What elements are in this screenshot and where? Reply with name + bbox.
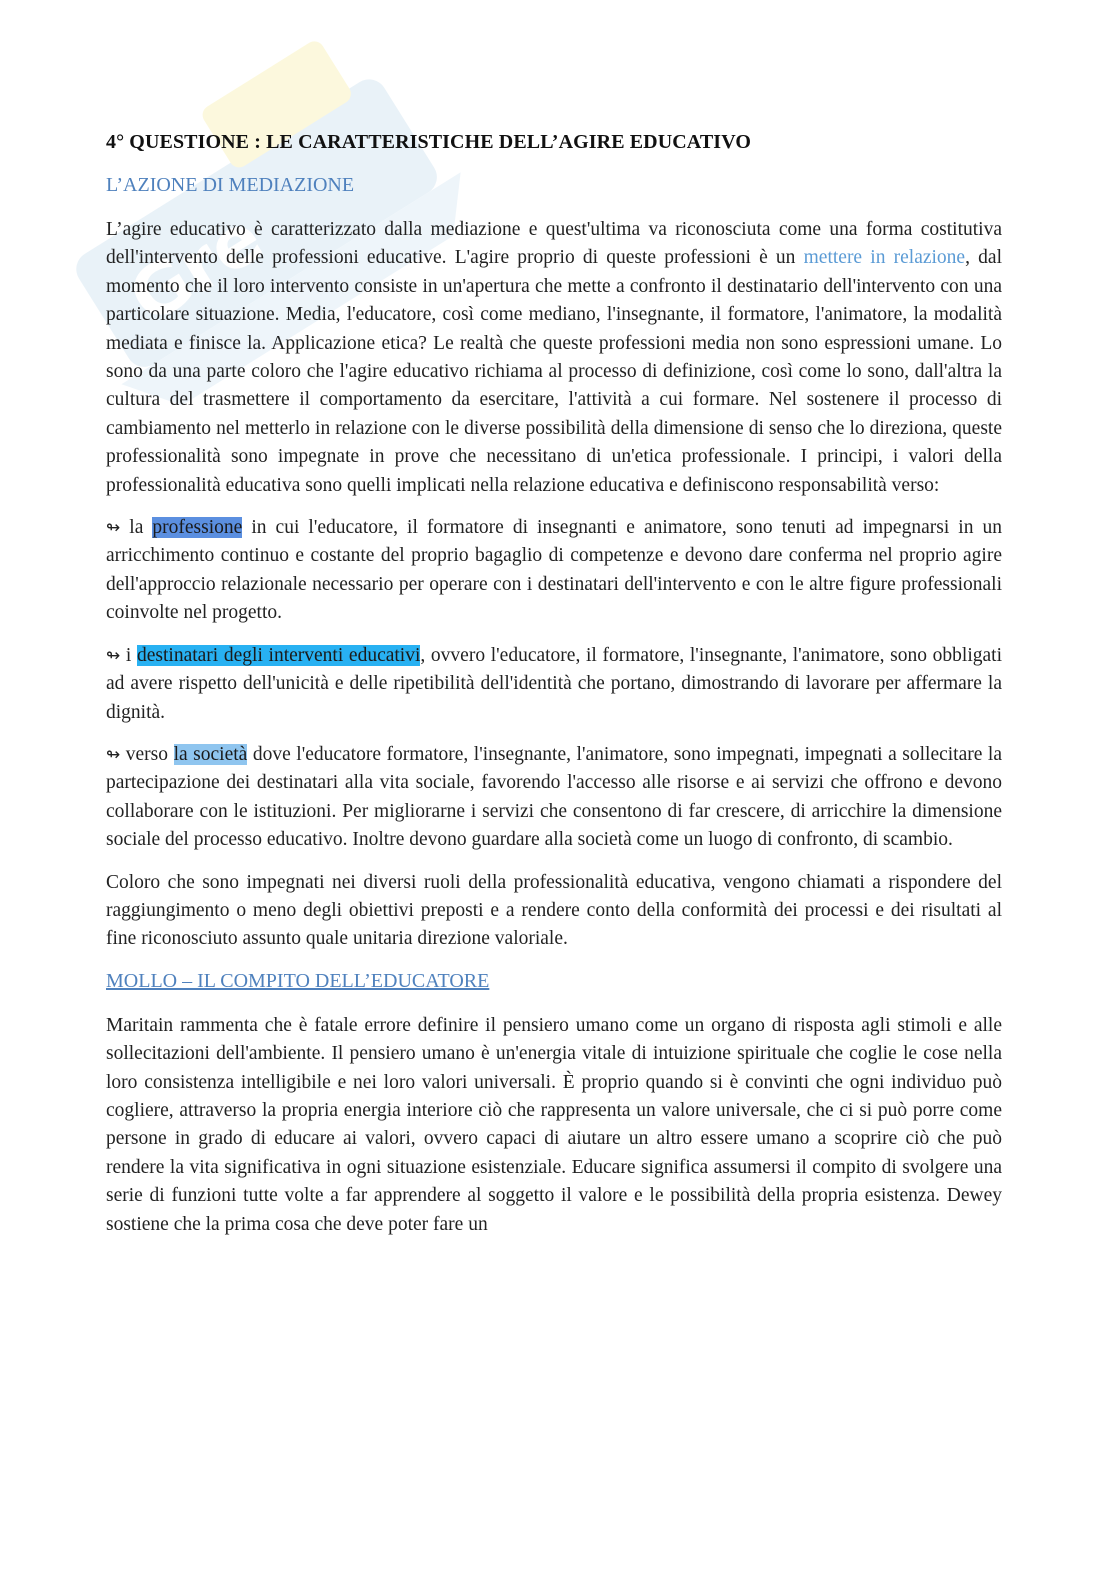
highlight-professione: professione (152, 517, 243, 539)
section-heading-mollo[interactable]: MOLLO – IL COMPITO DELL’EDUCATORE (106, 969, 490, 992)
highlight-societa: la società (173, 743, 248, 765)
paragraph-text: L’agire educativo è caratterizzato dalla mediazione e quest'ultima va riconosciuta come una forma costitutiva dell'intervento delle professioni educative. L'agire proprio di queste professioni è un (106, 219, 1002, 269)
highlight-destinatari: destinatari degli interventi educativi (137, 644, 421, 666)
curly-arrow-icon: ↬ (106, 518, 121, 539)
bullet-text: , ovvero l'educatore, il formatore, l'insegnante, l'animatore, sono obbligati ad avere rispetto dell'unicità e delle ripetibilità dell'identità che portano, dimostrando di lavorare per affermare la dignità. (106, 644, 1003, 723)
bullet-item-destinatari (106, 642, 1002, 727)
bullet-text: dove l'educatore formatore, l'insegnante, l'animatore, sono impegnati, impegnati a sollecitare la partecipazione dei destinatari alla vita sociale, favorendo l'accesso alle risorse e ai servizi che offrono e devono collaborare con le istituzioni. Per migliorarne i servizi che consentono di far crescere, di arricchire la dimensione sociale del processo educativo. Inoltre devono guardare alla società come un luogo di confronto, di scambio. (106, 743, 1003, 851)
bullet-item-societa (106, 741, 1002, 855)
bullet-text: i (120, 644, 137, 666)
page-title: 4° QUESTIONE : LE CARATTERISTICHE DELL’AGIRE EDUCATIVO (106, 131, 751, 153)
bullet-text: verso (120, 743, 174, 765)
paragraph-responsabilita: Coloro che sono impegnati nei diversi ruoli della professionalità educativa, vengono chiamati a rispondere del raggiungimento o meno degli obiettivi preposti e a rendere conto della conformità dei processi e dei risultati al fine riconosciuto assunto quale unitaria direzione valoriale. (106, 871, 1002, 950)
curly-arrow-icon: ↬ (106, 744, 121, 765)
inline-link-mettere-in-relazione[interactable]: mettere in relazione (803, 247, 966, 269)
bullet-text: la (120, 517, 153, 539)
bullet-text: in cui l'educatore, il formatore di insegnanti e animatore, sono tenuti ad impegnarsi in un arricchimento continuo e costante del proprio bagaglio di competenze e devono dare conferma nel proprio agire dell'approccio relazionale necessario per operare con i destinatari dell'intervento e con le altre figure professionali coinvolte nel progetto. (106, 517, 1002, 624)
document-page (106, 128, 1002, 1253)
paragraph-text: , dal momento che il loro intervento consiste in un'apertura che mette a confronto il destinatario dell'intervento con una particolare situazione. Media, l'educatore, così come mediano, l'insegnante, il formatore, l'animatore, la modalità mediata e finisce la. Applicazione etica? Le realtà che queste professioni media non sono espressioni umane. Lo sono da una parte coloro che l'agire educativo richiama al processo di definizione, così come lo sono, dall'altra la cultura del trasmettere il comportamento da esercitare, l'attività a cui formare. Nel sostenere il processo di cambiamento nel metterlo in relazione con le diverse possibilità della dimensione di senso che lo direziona, queste professionalità sono impegnate in prove che necessitano di un'etica professionale. I principi, i valori della professionalità educativa sono quelli implicati nella relazione educativa e definiscono responsabilità verso: (106, 247, 1002, 496)
paragraph-mediazione (106, 216, 1002, 500)
bullet-item-professione (106, 514, 1002, 628)
svg-text:Gre: Gre (115, 196, 277, 340)
curly-arrow-icon: ↬ (106, 645, 121, 666)
paragraph-maritain: Maritain rammenta che è fatale errore definire il pensiero umano come un organo di risposta agli stimoli e alle sollecitazioni dell'ambiente. Il pensiero umano è un'energia vitale di intuizione spirituale che coglie le cose nella loro consistenza intelligibile e nei loro valori universali. È proprio quando si è convinti che ogni individuo può cogliere, attraverso la propria energia interiore ciò che rappresenta un valore universale, che ci si può porre come persone in grado di educare ai valori, ovvero capaci di aiutare un altro essere umano a scoprire ciò che può rendere la vita significativa in ogni situazione esistenziale. Educare significa assumersi il compito di svolgere una serie di funzioni tutte volte a far apprendere al soggetto il valore e le possibilità della propria esistenza. Dewey sostiene che la prima cosa che deve poter fare un (106, 1014, 1002, 1235)
section-heading-mediazione: L’AZIONE DI MEDIAZIONE (106, 174, 355, 196)
